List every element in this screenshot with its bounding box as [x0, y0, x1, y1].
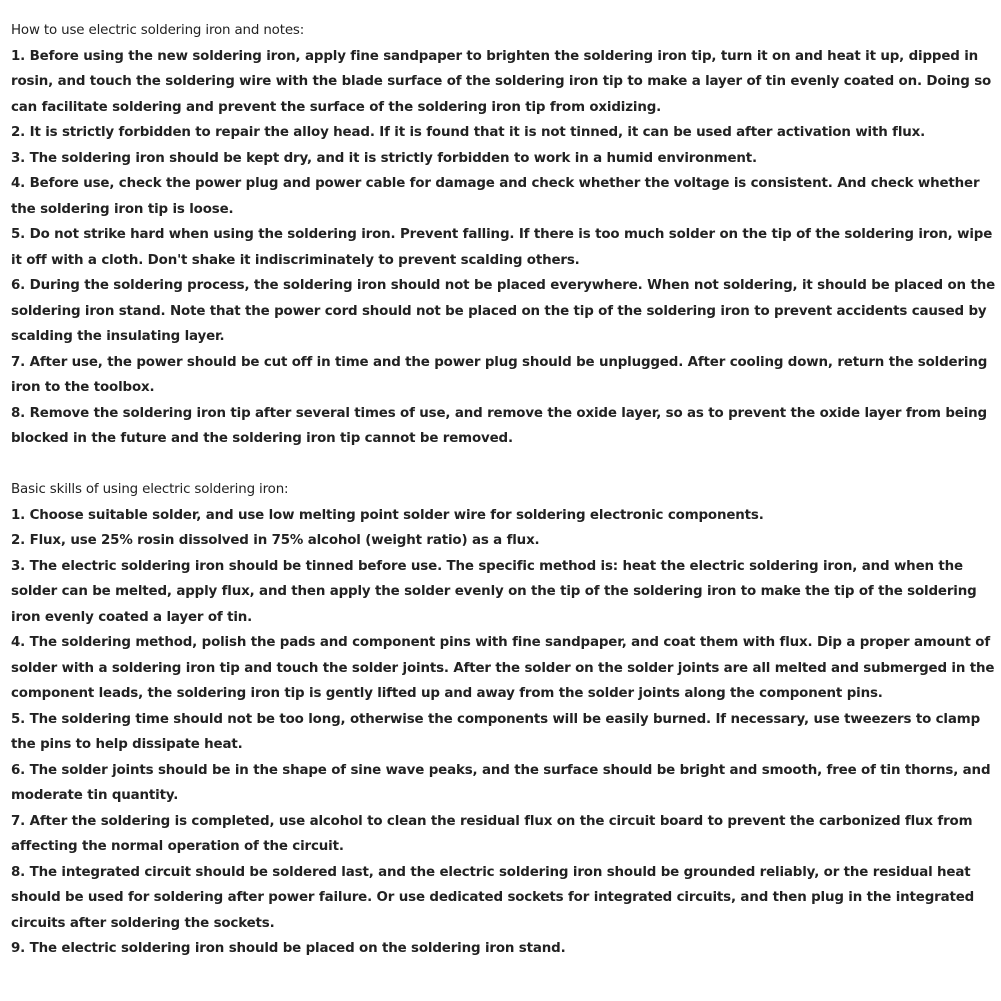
skill-item-7: 7. After the soldering is completed, use alcohol to clean the residual flux on the circuit board to prevent the carbonized flux from affecting the normal operation of the circuit. [11, 813, 973, 854]
skill-item-4: 4. The soldering method, polish the pads and component pins with fine sandpaper, and coat them with flux. Dip a proper amount of solder with a soldering iron tip and touch the solder joints. After the solder on the solder joints are all melted and submerged in the component leads, the soldering iron tip is gently lifted up and away from the solder joints along the component pins. [11, 635, 995, 701]
note-item-3: 3. The soldering iron should be kept dry, and it is strictly forbidden to work in a humid environment. [11, 150, 757, 166]
skill-item-6: 6. The solder joints should be in the shape of sine wave peaks, and the surface should be bright and smooth, free of tin thorns, and moderate tin quantity. [11, 762, 991, 803]
skill-item-1: 1. Choose suitable solder, and use low melting point solder wire for soldering electronic components. [11, 507, 764, 523]
skill-item-9: 9. The electric soldering iron should be placed on the soldering iron stand. [11, 941, 566, 956]
note-item-7: 7. After use, the power should be cut off in time and the power plug should be unplugged. After cooling down, return the soldering iron to the toolbox. [11, 354, 988, 395]
section-spacer [11, 452, 996, 478]
note-item-6: 6. During the soldering process, the soldering iron should not be placed everywhere. When not soldering, it should be placed on the soldering iron stand. Note that the power cord should not be placed on the tip of the soldering iron to prevent accidents caused by scalding the insulating layer. [11, 278, 996, 344]
note-item-2: 2. It is strictly forbidden to repair the alloy head. If it is found that it is not tinned, it can be used after activation with flux. [11, 125, 926, 140]
skill-item-5: 5. The soldering time should not be too long, otherwise the components will be easily burned. If necessary, use tweezers to clamp the pins to help dissipate heat. [11, 711, 981, 752]
notes-heading: How to use electric soldering iron and notes: [11, 23, 305, 38]
document-body [11, 18, 996, 962]
skills-heading: Basic skills of using electric soldering iron: [11, 482, 289, 497]
skill-item-2: 2. Flux, use 25% rosin dissolved in 75% alcohol (weight ratio) as a flux. [11, 533, 540, 548]
note-item-1: 1. Before using the new soldering iron, apply fine sandpaper to brighten the soldering iron tip, turn it on and heat it up, dipped in rosin, and touch the soldering wire with the blade surface of the soldering iron tip to make a layer of tin evenly coated on. Doing so can facilitate soldering and prevent the surface of the soldering iron tip from oxidizing. [11, 48, 992, 115]
skill-item-3: 3. The electric soldering iron should be tinned before use. The specific method is: heat the electric soldering iron, and when the solder can be melted, apply flux, and then apply the solder evenly on the tip of the soldering iron to make the tip of the soldering iron evenly coated a layer of tin. [11, 558, 977, 625]
skill-item-8: 8. The integrated circuit should be soldered last, and the electric soldering iron should be grounded reliably, or the residual heat should be used for soldering after power failure. Or use dedicated sockets for integrated circuits, and then plug in the integrated circuits after soldering the sockets. [11, 864, 975, 931]
note-item-8: 8. Remove the soldering iron tip after several times of use, and remove the oxide layer, so as to prevent the oxide layer from being blocked in the future and the soldering iron tip cannot be removed. [11, 405, 987, 446]
note-item-4: 4. Before use, check the power plug and power cable for damage and check whether the voltage is consistent. And check whether the soldering iron tip is loose. [11, 176, 980, 217]
note-item-5: 5. Do not strike hard when using the soldering iron. Prevent falling. If there is too much solder on the tip of the soldering iron, wipe it off with a cloth. Don't shake it indiscriminately to prevent scalding others. [11, 227, 993, 268]
